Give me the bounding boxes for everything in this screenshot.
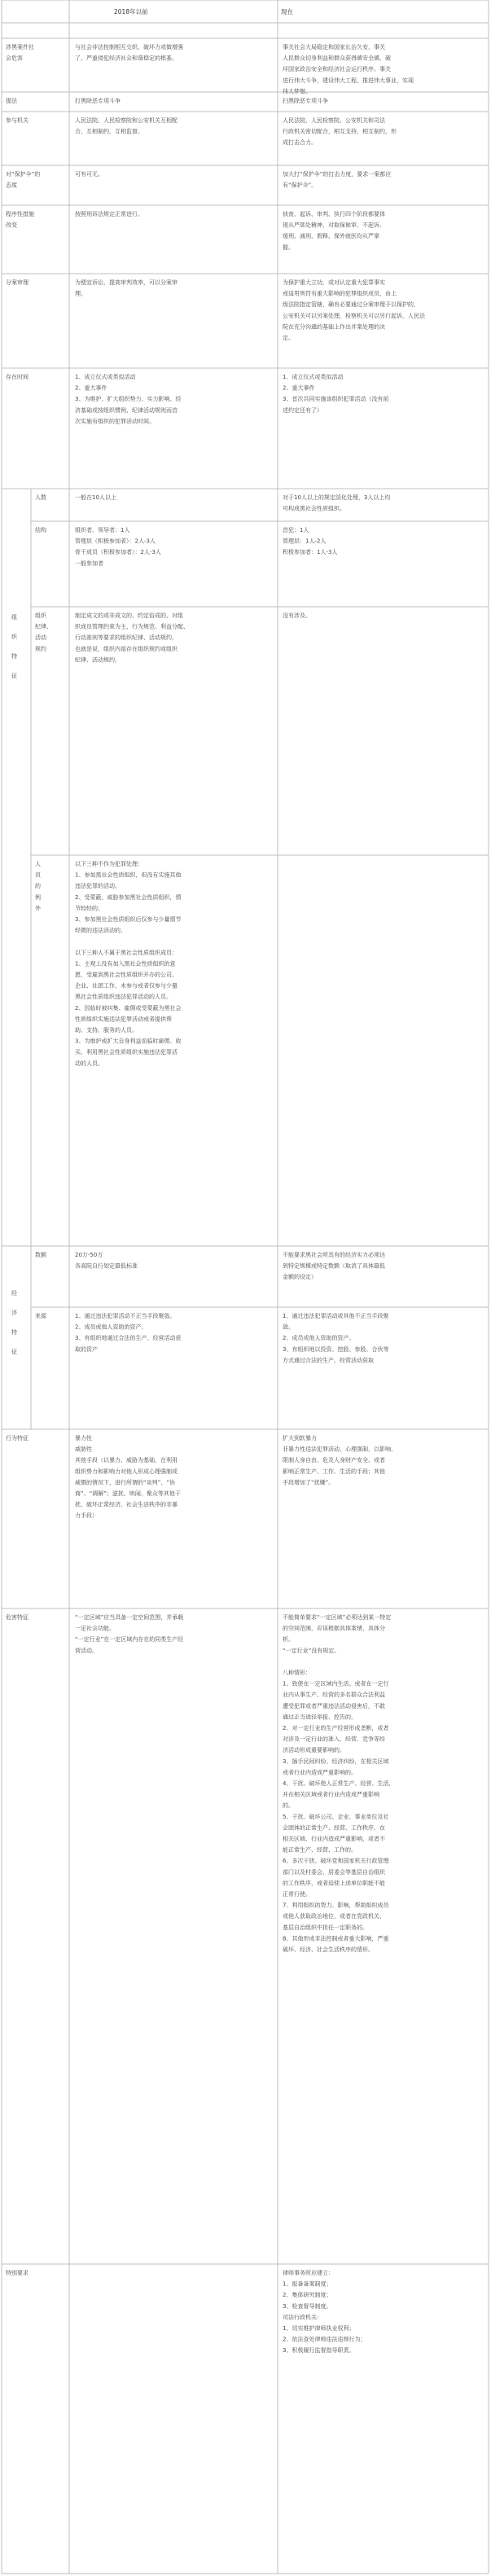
org-members-label: 人员的例外 [35, 861, 41, 912]
row-now-behavior: 扩大到软暴力非暴力性违法犯罪活动，心理强制，以影响、限制人身自由、危及人身财产安全、或者影响正常生产、工作、生活的手段；其他手段增加了“扰嫌”。 [283, 1435, 397, 1486]
org-structure-label: 结构 [35, 527, 46, 533]
row-label-special: 特别要求 [6, 2270, 28, 2276]
row-before-procedure: 按照刑诉法规定正常进行。 [75, 211, 143, 217]
eco-amount-before: 20万-50万各高院自行划定最低标准 [75, 1252, 138, 1270]
row-before-behavior: 暴力性威胁性其他手段（以暴力、威胁为基础，在利用组织势力和影响力对他人形成心理强制或威慑的情况下，进行所谓的“谈判”、“协商”、“调解”；滋扰、哄闹、聚众等其他干扰、破坏正常经济、社会生活秩序的非暴力手段） [75, 1435, 181, 1520]
row-before-harm: 与社会非法控制相互交织，破坏力或做增强了。严重侵犯经济社会和谐稳定的根基。 [75, 44, 183, 62]
eco-amount-label: 数额 [35, 1252, 46, 1258]
row-label-umbrella: 对“保护伞”的态度 [6, 171, 41, 189]
row-before-jurisdiction: 为便宜诉讼，提高审判效率，可以分案审理。 [75, 279, 178, 297]
row-label-organs: 参与机关 [6, 117, 28, 124]
row-before-harm_range: “一定区域”应当具备一定空间范围，并承载一定社会功能。“一定行业”在一定区域内存在的同类生产经营活动。 [75, 1614, 184, 1654]
eco-group-label: 经济特征 [11, 1290, 17, 1355]
row-now-organs: 人民法院、人民检察院、公安机关和司法行政机关密切配合，相互支持，相互制约，形成打击合力。 [283, 117, 397, 147]
eco-source-label: 来源 [35, 1313, 46, 1319]
row-before-duration: 1、成立仪式或类似活动 2、重大事件 3、为维护、扩大组织势力、实力影响、经济基础或按组织惯例、纪律活动规则而首次实施有组织的犯罪活动时间。 [75, 374, 182, 425]
org-discipline-label: 组织纪律、活动规约 [35, 612, 52, 652]
header-before: 2018年以前 [114, 8, 148, 15]
header-now: 现在 [281, 8, 293, 15]
row-now-special: 律师事务所应建立： 1、报备备案制度； 2、集体研究制度； 3、检查督导制度。司法行政机关： 1、切实维护律师执业权利； 2、依法查处律师违法违规行为； 3、积极履行监督指导职责。 [283, 2270, 366, 2354]
row-label-duration: 存在时间 [6, 374, 28, 380]
row-before-organs: 人民法院、人民检察院和公安机关互相配合，互相制约，互相监督。 [75, 117, 178, 135]
org-count-label: 人数 [35, 494, 46, 501]
row-label-procedure: 程序性措施改变 [6, 211, 34, 229]
row-now-procedure: 侦查、起诉、审判、执行四个阶段都要体现从严惩处精神，对取保候审、不起诉、缓刑、减刑、假释、保外就医均从严掌握。 [283, 211, 385, 251]
row-before-slogan: 打黑除恶专项斗争 [75, 98, 121, 104]
org-structure-now: 首犯：1人管理层：1人-2人积极参加者：1人-3人 [283, 527, 338, 556]
row-now-harm_range: 不能简单要求“一定区域”必须达到某一特定的空间范围，应该根据具体案情，具体分析。“一定行业”没有规定。八种情形： 1、致使在一定区域内生活、或者在一定行业内从事生产、经营的多名群众合法利益遭受犯罪或者严重违法活动侵害后，不敢通过正当途径举报、控告的。 2、对一定行业的生产经营形成垄断，或者对涉及一定行业的准入、经营、竞争等经济活动形成重要影响的。 3、插手民间纠纷、经济纠纷，在相关区域或者行业内造成严重影响的。 4、干扰、破坏他人正常生产、经营、生活，并在相关区域或者行业内造成严重影响的。 5、干扰、破坏公司、企业、事业单位及社会团体的正常生产、经营、工作秩序，在相关区域、行业内造成严重影响，或者不能正常生产、经营、工作的。 6、多次干扰、破坏党和国家机关行政管理部门以及村委会、居委会等基层自治组织的工作秩序，或者迫使上述单位职能不能正常行使。 7、利用组织的势力、影响，帮助组织成员或他人获取政治地位，或者在党政机关、基层自治组织中担任一定职务的。 8、其他形成非法控制或者重大影响，严重破坏、经济、社会生活秩序的情形。 [283, 1614, 395, 1953]
eco-amount-now: 不能要求黑社会所具有的经济实力必须达到特定规模或特定数额（取消了具体最低金额的设定） [283, 1252, 385, 1281]
org-count-before: 一般在10人以上 [75, 494, 116, 501]
eco-source-now: 1、通过违法犯罪活动或其他不正当手段聚敛。 2、成员或他人资助的资产。 3、有组织地以投资、控股、参股、合伙等方式通过合法的生产、经营活动获取 [283, 1313, 389, 1364]
org-members-before: 以下三种不作为犯罪处理： 1、参加黑社会性质组织，但没有实施其他违法犯罪的活动。 2、受蒙蔽、威胁参加黑社会性质组织，情节较轻的。 3、参加黑社会性质组织后仅参与少量情节轻微的违法活动的。以下三种人不属于黑社会性质组织成员： 1、主观上没有加入黑社会性质组织的意愿，受雇到黑社会性质组织开办的公司、企业、社团工作，未参与或者仅参与少量黑社会性质组织违法犯罪活动的人员。 2、因临时被纠集、雇佣或受蒙蔽为黑社会性质组织实施违法犯罪活动或者提供帮助、支持、服务的人员。 3、为维护或扩大自身利益而临时雇佣、收买、利用黑社会性质组织实施违法犯罪活动的人员。 [75, 861, 182, 1067]
org-discipline-now: 没有涉及。 [283, 612, 311, 619]
row-label-behavior: 行为特征 [6, 1435, 28, 1442]
row-before-umbrella: 可有可无。 [75, 171, 103, 178]
org-structure-before: 组织者、领导者：1人管理层（积极参加者）：2人-3人骨干成员（积极参加者）：2人-3人一般参加者 [75, 527, 161, 567]
org-group-label: 组织特征 [11, 614, 17, 679]
row-now-harm: 事关社会大局稳定和国家长治久安，事关人民群众切身利益和群众获得感安全感，破坏国家政治安全和经济社会运行秩序。事关进行伟大斗争，建设伟大工程，推进伟大事业，实现伟大梦想。 [283, 44, 414, 95]
row-label-jurisdiction: 分案审理 [6, 279, 28, 286]
row-label-slogan: 提法 [6, 98, 17, 104]
row-label-harm: 涉黑案件社会危害 [6, 44, 34, 62]
row-now-slogan: 扫黑除恶专项斗争 [283, 98, 328, 104]
row-now-jurisdiction: 为保护重大立功，或对认定重大犯罪事实或适用刑罚有重大影响的犯罪组织成员，由上级法院指定管辖，确有必要通过分案审理予以保护的，公安机关可以另案处理，检察机关可以另行起诉，人民法院在充分沟通的基础上作出并案处理的决定。 [283, 279, 425, 341]
org-count-now: 对于10人以上的规定淡化处理，3人以上均可构成黑社会性质组织。 [283, 494, 391, 512]
row-label-harm_range: 危害特征 [6, 1614, 28, 1621]
row-now-umbrella: 加大打“保护伞”的打击力度，要求一案都应有“保护伞”。 [283, 171, 392, 189]
row-now-duration: 1、成立仪式或类似活动 2、重大事件 3、首次共同实施该组织犯罪活动（没有前述约定还有了） [283, 374, 389, 414]
eco-source-before: 1、通过违法犯罪活动不正当手段聚敛。 2、成员或他人资助的资产。 3、有组织地通过合法的生产、经营活动获取的资产 [75, 1313, 182, 1353]
org-discipline-before: 制定成文的或非成文的、约定俗成的、对组织成员管理约束为主，行为规范、利益分配、行动准则等要求的组织纪律、活动规约，也就是说，组织内部存在组织规约或组织纪律、活动规约。 [75, 612, 189, 664]
